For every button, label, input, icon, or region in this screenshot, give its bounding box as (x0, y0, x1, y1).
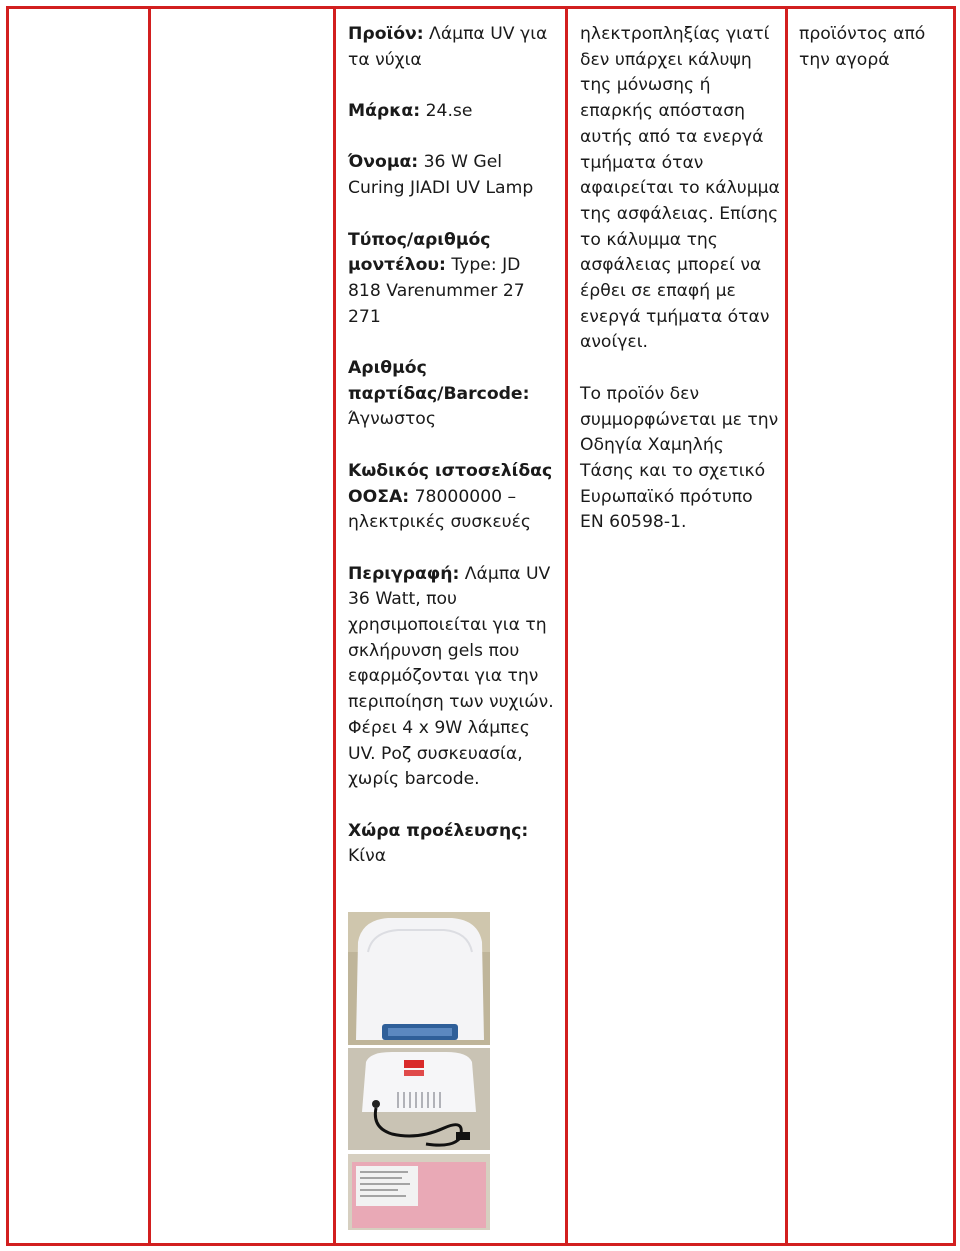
risk-paragraph: ηλεκτροπληξίας γιατί δεν υπάρχει κάλυψη της μόνωσης ή επαρκής απόσταση αυτής από τα ενεργά τμήματα όταν αφαιρείται το κάλυμμα της ασφάλειας. Επίσης το κάλυμμα της ασφάλειας μπορεί να έρθει σε επαφή με ενεργά τμήματα όταν ανοίγει. (580, 24, 780, 353)
lamp-front-photo (348, 912, 490, 1045)
product-photos (348, 912, 490, 1230)
column-divider (333, 6, 336, 1246)
measures-text: προϊόντος από την αγορά (799, 24, 926, 70)
product-details-cell (348, 22, 558, 896)
description-field: Περιγραφή: Λάμπα UV 36 Watt, που χρησιμοποιείται για τη σκλήρυνση gels που εφαρμόζονται για την περιποίηση των νυχιών. Φέρει 4 x 9W λάμπες UV. Ροζ συσκευασία, χωρίς barcode. (348, 563, 554, 790)
name-field: Όνομα: 36 W Gel Curing JIADI UV Lamp (348, 152, 534, 199)
measures-cell (799, 22, 949, 99)
lamp-back-photo (348, 1048, 490, 1150)
product-field: Προϊόν: Λάμπα UV για τα νύχια (348, 24, 548, 70)
column-divider (148, 6, 151, 1246)
risk-cell (580, 22, 780, 562)
column-divider (565, 6, 568, 1246)
brand-field: Μάρκα: 24.se (348, 101, 473, 122)
column-divider (785, 6, 788, 1246)
model-field: Τύπος/αριθμός μοντέλου: Type: JD 818 Varenummer 27 271 (348, 229, 525, 327)
origin-field: Χώρα προέλευσης: Κίνα (348, 820, 529, 867)
batch-field: Αριθμός παρτίδας/Barcode: Άγνωστος (348, 358, 530, 430)
compliance-paragraph: Το προϊόν δεν συμμορφώνεται με την Οδηγία Χαμηλής Τάσης και το σχετικό Ευρωπαϊκό πρότυπο EN 60598-1. (580, 383, 779, 533)
oecd-field: Κωδικός ιστοσελίδας ΟΟΣΑ: 78000000 – ηλεκτρικές συσκευές (348, 460, 553, 533)
lamp-box-photo (348, 1154, 490, 1230)
